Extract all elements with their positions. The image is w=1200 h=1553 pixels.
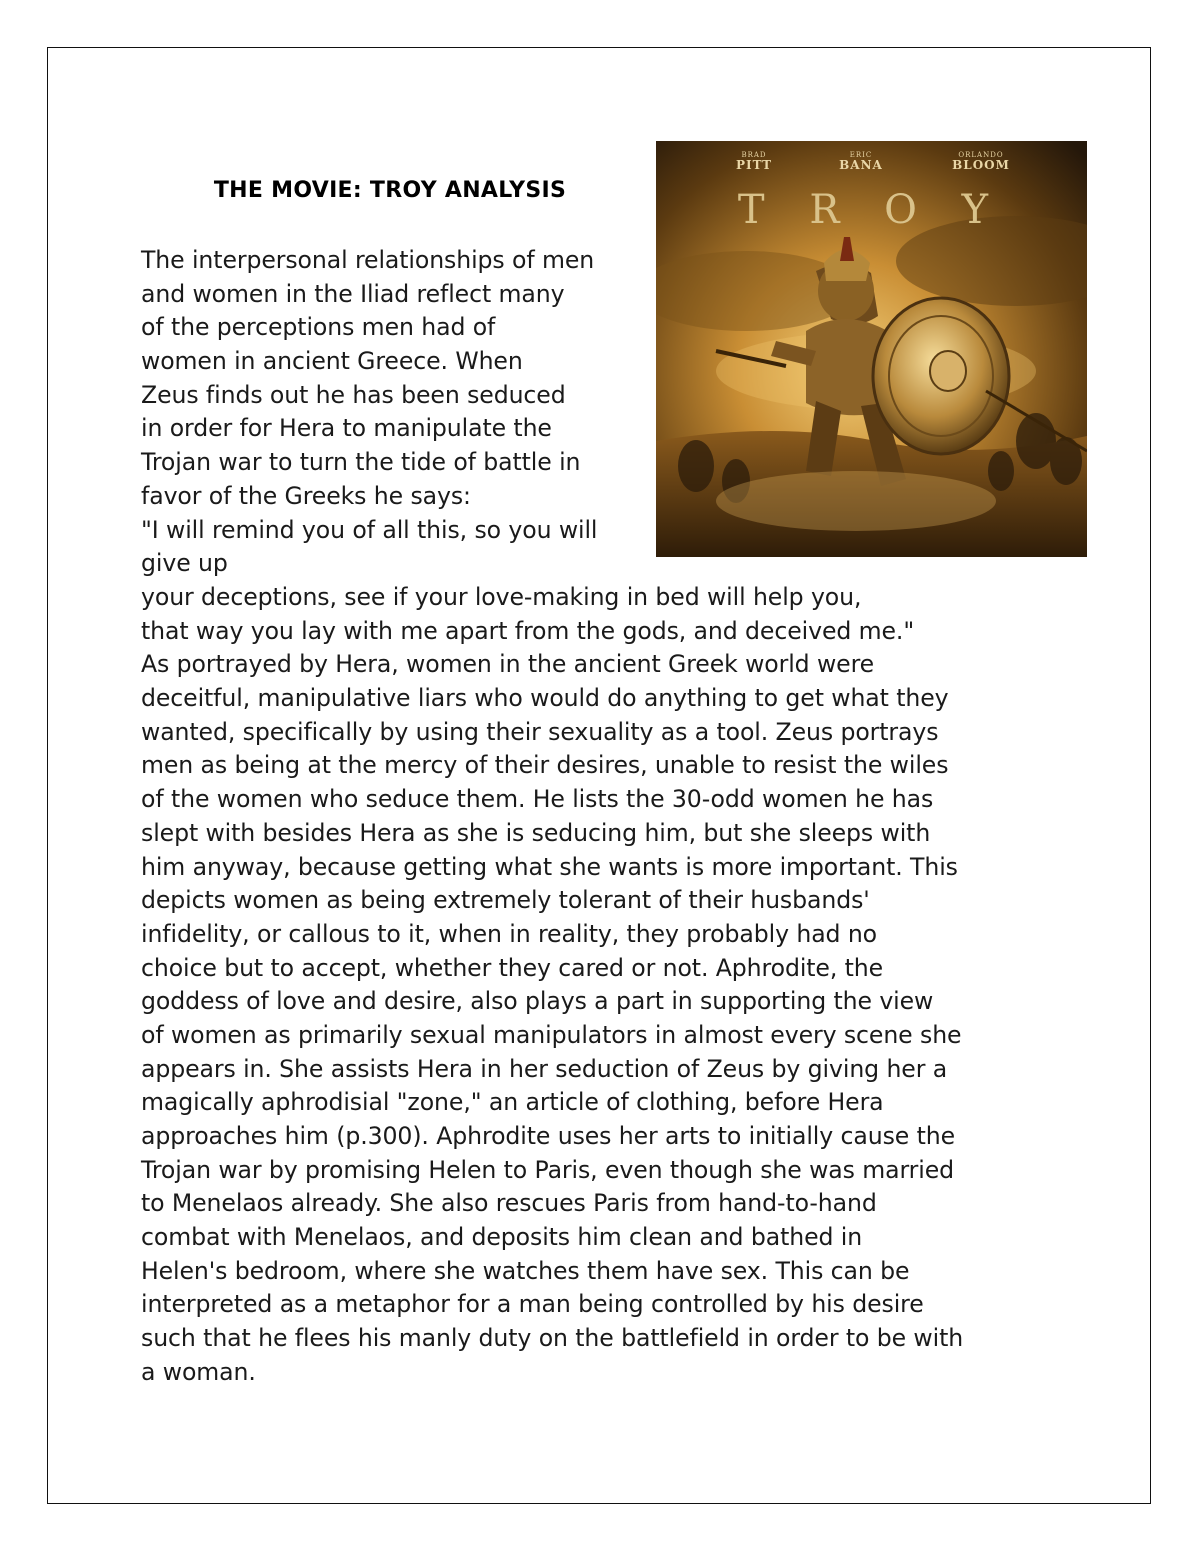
text-line: to Menelaos already. She also rescues Paris from hand-to-hand (141, 1189, 877, 1218)
document-title: THE MOVIE: TROY ANALYSIS (213, 178, 567, 203)
text-line: Helen's bedroom, where she watches them have sex. This can be (141, 1256, 910, 1285)
text-line: choice but to accept, whether they cared or not. Aphrodite, the (141, 953, 884, 982)
text-line: magically aphrodisial "zone," an article of clothing, before Hera (141, 1088, 884, 1117)
intro-paragraph (141, 244, 597, 581)
text-line: Trojan war by promising Helen to Paris, even though she was married (141, 1155, 955, 1184)
text-line: favor of the Greeks he says: (141, 481, 471, 510)
text-line: men as being at the mercy of their desires, unable to resist the wiles (141, 751, 949, 780)
poster-actor-last-3: BLOOM (952, 158, 1010, 172)
text-line: and women in the Iliad reflect many (141, 279, 565, 308)
text-line: approaches him (p.300). Aphrodite uses her arts to initially cause the (141, 1122, 956, 1150)
text-line: such that he flees his manly duty on the battlefield in order to be with (141, 1324, 964, 1353)
text-line: him anyway, because getting what she wants is more important. This (141, 852, 958, 881)
text-line: goddess of love and desire, also plays a part in supporting the view (141, 987, 934, 1016)
text-line: women in ancient Greece. When (141, 347, 523, 376)
text-line: give up (141, 549, 228, 578)
text-line: As portrayed by Hera, women in the ancient Greek world were (141, 650, 875, 679)
poster-actor-last-2: BANA (839, 158, 883, 172)
poster-title: T R O Y (737, 187, 1005, 233)
poster-actor-first-2: ERIC (849, 151, 873, 159)
text-line: a woman. (141, 1357, 256, 1386)
text-line: of the women who seduce them. He lists the 30-odd women he has (141, 785, 934, 814)
text-line: Trojan war to turn the tide of battle in (141, 448, 581, 477)
text-line: slept with besides Hera as she is seducing him, but she sleeps with (141, 818, 931, 847)
text-line: infidelity, or callous to it, when in reality, they probably had no (141, 919, 878, 948)
text-line: in order for Hera to manipulate the (141, 414, 552, 443)
text-line: interpreted as a metaphor for a man being controlled by his desire (141, 1290, 924, 1319)
text-line: Zeus finds out he has been seduced (141, 380, 566, 409)
text-line: of the perceptions men had of (141, 313, 496, 342)
poster-actor-first-3: ORLANDO (958, 151, 1004, 159)
poster-actor-last-1: PITT (735, 158, 773, 172)
text-line: depicts women as being extremely tolerant of their husbands' (141, 886, 870, 915)
text-line: of women as primarily sexual manipulators in almost every scene she (141, 1020, 962, 1049)
text-line: appears in. She assists Hera in her seduction of Zeus by giving her a (141, 1054, 948, 1083)
text-line: "I will remind you of all this, so you will (141, 515, 598, 544)
text-line: deceitful, manipulative liars who would do anything to get what they (141, 684, 949, 713)
text-line: The interpersonal relationships of men (141, 246, 595, 274)
troy-movie-poster (656, 141, 1087, 557)
poster-actor-first-1: BRAD (741, 151, 767, 159)
text-line: that way you lay with me apart from the gods, and deceived me." (141, 616, 915, 645)
text-line: your deceptions, see if your love-making in bed will help you, (141, 583, 862, 611)
text-line: combat with Menelaos, and deposits him clean and bathed in (141, 1223, 863, 1252)
body-paragraph (141, 581, 963, 1390)
text-line: wanted, specifically by using their sexuality as a tool. Zeus portrays (141, 717, 939, 746)
